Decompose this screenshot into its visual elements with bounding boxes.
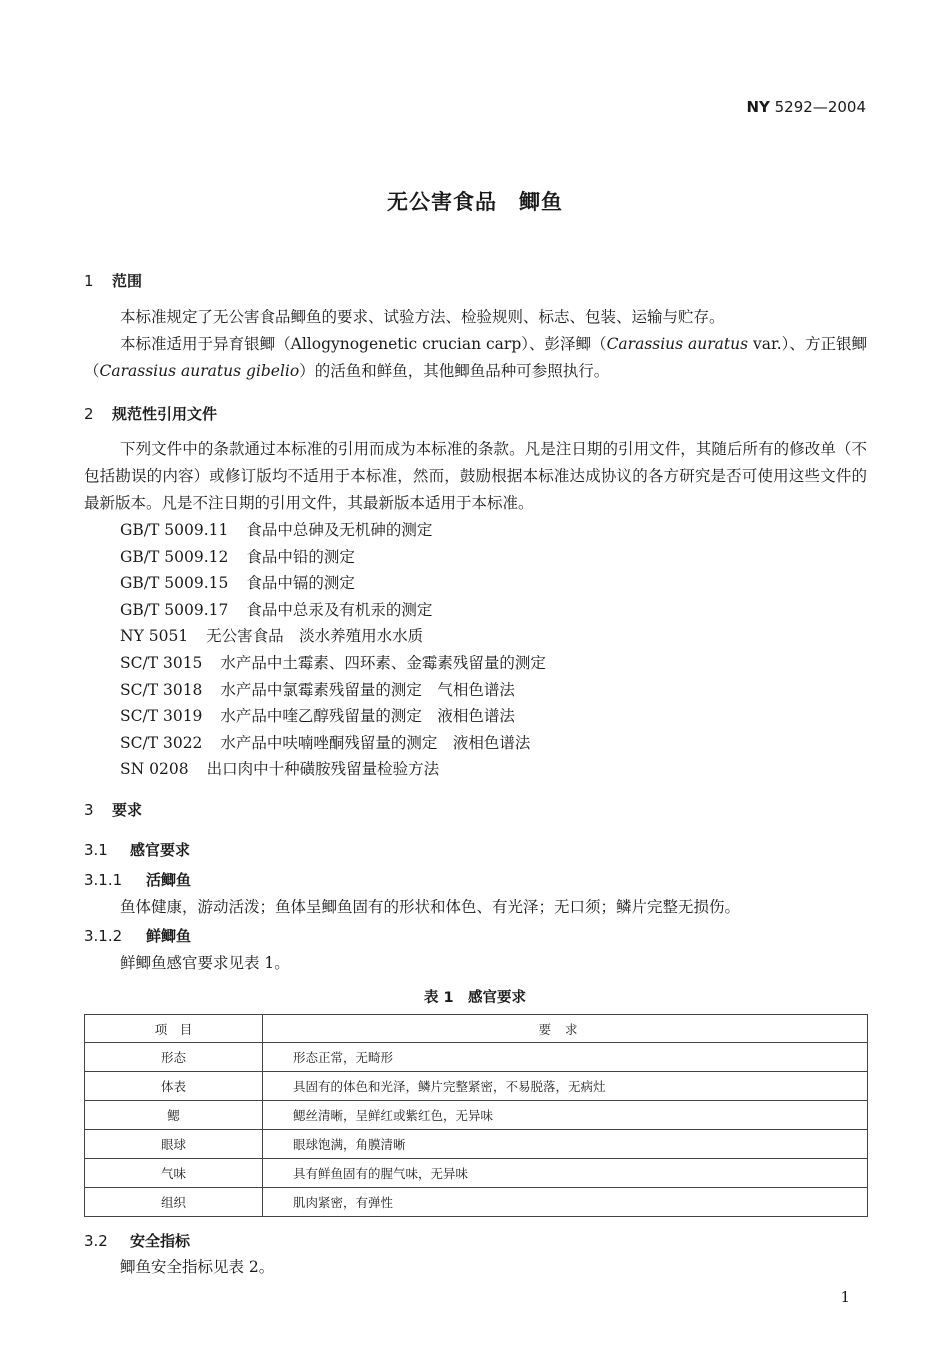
section-1-paragraph-1: 本标准规定了无公害食品鲫鱼的要求、试验方法、检验规则、标志、包装、运输与贮存。 — [120, 308, 725, 326]
section-3-2-heading: 3.2 安全指标 — [84, 1232, 191, 1250]
table-cell-requirement: 鳃丝清晰，呈鲜红或紫红色，无异味 — [263, 1101, 868, 1130]
table-row — [85, 1188, 868, 1217]
reference-item: SC/T 3018 水产品中氯霉素残留量的测定 气相色谱法 — [120, 681, 515, 699]
section-3-1-heading: 3.1 感官要求 — [84, 841, 191, 859]
section-3-heading: 3 要求 — [84, 801, 143, 819]
reference-item: GB/T 5009.11 食品中总砷及无机砷的测定 — [120, 521, 433, 539]
reference-item: NY 5051 无公害食品 淡水养殖用水水质 — [120, 627, 424, 645]
section-3-1-1-heading: 3.1.1 活鲫鱼 — [84, 871, 192, 889]
reference-item: GB/T 5009.17 食品中总汞及有机汞的测定 — [120, 601, 433, 619]
section-2-paragraph: 下列文件中的条款通过本标准的引用而成为本标准的条款。凡是注日期的引用文件，其随后所有的修改单（不包括勘误的内容）或修订版均不适用于本标准，然而，鼓励根据本标准达成协议的各方研究是否可使用这些文件的最新版本。凡是不注日期的引用文件，其最新版本适用于本标准。 — [84, 440, 867, 512]
table-cell-item: 组织 — [85, 1188, 263, 1217]
reference-item: GB/T 5009.15 食品中镉的测定 — [120, 574, 355, 592]
table-header-item: 项 目 — [85, 1015, 263, 1043]
section-3-2-text: 鲫鱼安全指标见表 2。 — [120, 1258, 275, 1276]
table-cell-requirement: 具有鲜鱼固有的腥气味，无异味 — [263, 1159, 868, 1188]
section-1-heading: 1 范围 — [84, 272, 143, 290]
table-row — [85, 1130, 868, 1159]
section-1-paragraph-2: 本标准适用于异育银鲫（Allogynogenetic crucian carp）、彭泽鲫（Carassius auratus var.）、方正银鲫（Carassius auratus gibelio）的活鱼和鲜鱼，其他鲫鱼品种可参照执行。 — [84, 335, 867, 380]
reference-item: SC/T 3015 水产品中土霉素、四环素、金霉素残留量的测定 — [120, 654, 546, 672]
table-header-requirement: 要求 — [263, 1015, 868, 1043]
table-cell-item: 鳃 — [85, 1101, 263, 1130]
reference-item: GB/T 5009.12 食品中铅的测定 — [120, 548, 355, 566]
table-cell-item: 形态 — [85, 1043, 263, 1072]
table-header-row — [85, 1015, 868, 1043]
table-cell-requirement: 具固有的体色和光泽，鳞片完整紧密，不易脱落，无病灶 — [263, 1072, 868, 1101]
document-title: 无公害食品 鲫鱼 — [387, 190, 563, 214]
section-2-heading: 2 规范性引用文件 — [84, 405, 218, 423]
table-cell-requirement: 形态正常，无畸形 — [263, 1043, 868, 1072]
table-cell-item: 气味 — [85, 1159, 263, 1188]
section-3-1-1-text: 鱼体健康，游动活泼；鱼体呈鲫鱼固有的形状和体色、有光泽；无口须；鳞片完整无损伤。 — [120, 898, 741, 916]
reference-item: SN 0208 出口肉中十种磺胺残留量检验方法 — [120, 760, 440, 778]
table-row — [85, 1043, 868, 1072]
table-row — [85, 1072, 868, 1101]
section-3-1-2-heading: 3.1.2 鲜鲫鱼 — [84, 927, 192, 945]
standard-number: NY 5292—2004 — [746, 98, 866, 116]
table-cell-requirement: 肌肉紧密，有弹性 — [263, 1188, 868, 1217]
reference-item: SC/T 3019 水产品中喹乙醇残留量的测定 液相色谱法 — [120, 707, 515, 725]
section-3-1-2-text: 鲜鲫鱼感官要求见表 1。 — [120, 954, 290, 972]
table-row — [85, 1159, 868, 1188]
table-1-caption: 表 1 感官要求 — [423, 990, 527, 1006]
page-number: 1 — [840, 1288, 850, 1306]
table-cell-item: 眼球 — [85, 1130, 263, 1159]
reference-item: SC/T 3022 水产品中呋喃唑酮残留量的测定 液相色谱法 — [120, 734, 531, 752]
table-row — [85, 1101, 868, 1130]
table-cell-item: 体表 — [85, 1072, 263, 1101]
sensory-requirements-table — [84, 1014, 868, 1217]
table-cell-requirement: 眼球饱满，角膜清晰 — [263, 1130, 868, 1159]
